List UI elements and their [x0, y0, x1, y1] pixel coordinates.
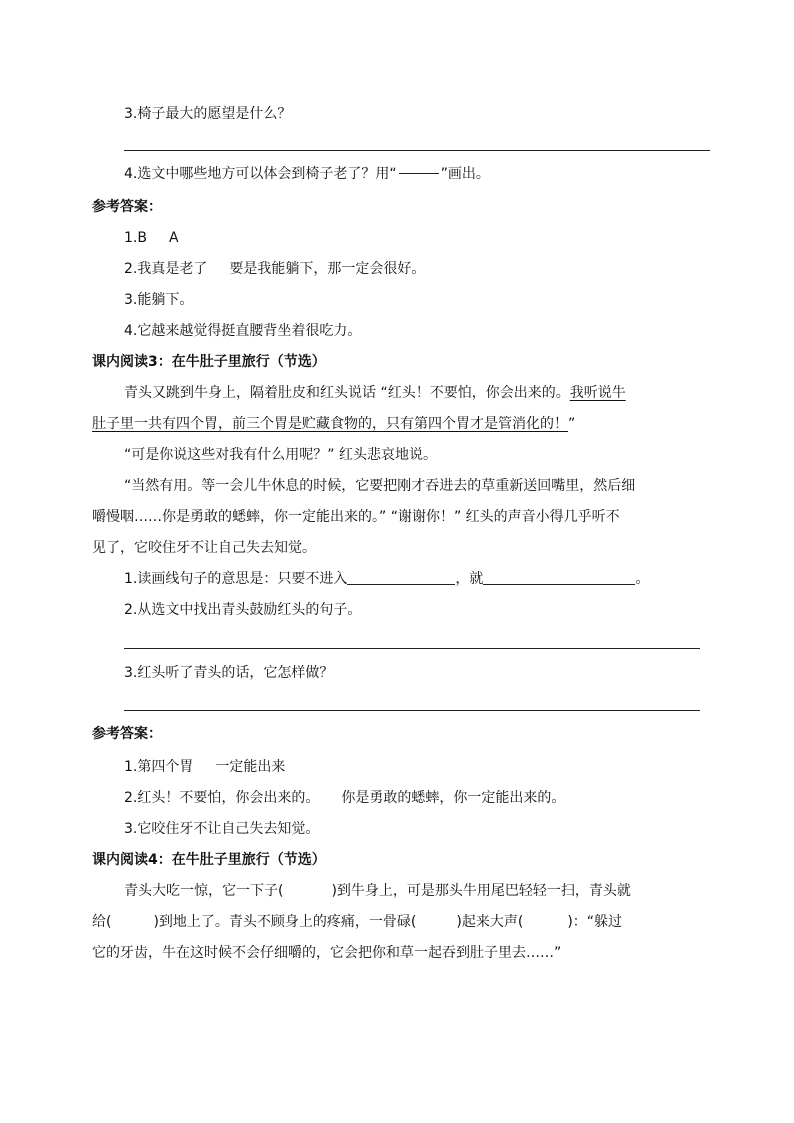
reading-3-paragraph-3-line-2: 嚼慢咽……你是勇敢的蟋蟀，你一定能出来的。” “谢谢你！” 红头的声音小得几乎听不 [92, 509, 620, 525]
reading-4-heading: 课内阅读4：在牛肚子里旅行（节选） [92, 852, 326, 868]
reading-3-paragraph-2: “可是你说这些对我有什么用呢？” 红头悲哀地说。 [124, 447, 437, 463]
fill-blank[interactable] [347, 570, 455, 585]
reading-3-heading: 课内阅读3：在牛肚子里旅行（节选） [92, 354, 326, 370]
reading-3-question-3: 3.红头听了青头的话，它怎样做？ [124, 665, 334, 681]
answer-2 [124, 788, 565, 808]
answer-2-part2: 要是我能躺下，那一定会很好。 [229, 261, 426, 277]
question-text: 。 [635, 571, 650, 587]
passage-text: )到地上了。青头不顾身上的疼痛，一骨碌( [153, 914, 417, 930]
answer-1 [124, 757, 285, 777]
question-4-suffix: ”画出。 [440, 166, 490, 182]
answer-3: 3.能躺下。 [124, 292, 194, 308]
reading-3-paragraph-3-line-1: “当然有用。等一会儿牛休息的时候，它要把刚才吞进去的草重新送回嘴里，然后细 [124, 478, 636, 494]
question-text: 1.读画线句子的意思是：只要不进入 [124, 571, 348, 587]
passage-text: )起来大声( [456, 914, 524, 930]
underline-mark [399, 173, 439, 174]
reading-3-paragraph-1-line-1 [124, 383, 626, 403]
answer-1-part1: 1.第四个胃 [124, 759, 194, 775]
answer-4: 4.它越来越觉得挺直腰背坐着很吃力。 [124, 323, 362, 339]
answer-line[interactable] [124, 710, 700, 711]
reading-3-paragraph-3-line-3: 见了，它咬住牙不让自己失去知觉。 [92, 540, 316, 556]
passage-text: 给( [92, 914, 112, 930]
question-3: 3.椅子最大的愿望是什么？ [124, 106, 292, 122]
passage-text: 青头大吃一惊，它一下子( [124, 883, 284, 899]
question-text: ，就 [455, 571, 484, 587]
answer-1 [124, 228, 179, 248]
passage-text: )到牛身上，可是那头牛用尾巴轻轻一扫，青头就 [331, 883, 631, 899]
answer-3: 3.它咬住牙不让自己失去知觉。 [124, 821, 320, 837]
question-4-prefix: 4.选文中哪些地方可以体会到椅子老了？用“ [124, 166, 397, 182]
reading-3-paragraph-1-line-2 [92, 414, 575, 434]
fill-blank[interactable] [483, 570, 635, 585]
answer-1-part2: 一定能出来 [215, 759, 286, 775]
passage-text: )：“躲过 [567, 914, 623, 930]
answer-1-value: A [168, 230, 179, 246]
answer-1-label: 1.B [124, 230, 147, 246]
question-4 [124, 164, 490, 184]
reading-4-line-3: 它的牙齿，牛在这时候不会仔细嚼的，它会把你和草一起吞到肚子里去……” [92, 945, 562, 961]
answer-line[interactable] [124, 648, 700, 649]
answers-heading: 参考答案： [92, 199, 162, 215]
reading-4-line-2 [92, 912, 622, 932]
reading-4-line-1 [124, 881, 631, 901]
underlined-sentence: 肚子里一共有四个胃，前三个胃是贮藏食物的，只有第四个胃才是管消化的！ [92, 416, 568, 432]
answers-heading: 参考答案： [92, 726, 162, 742]
reading-3-question-2: 2.从选文中找出青头鼓励红头的句子。 [124, 602, 362, 618]
answer-2-part1: 2.红头！不要怕，你会出来的。 [124, 790, 320, 806]
answer-line [124, 150, 710, 151]
passage-text: 青头又跳到牛身上，隔着肚皮和红头说话 “红头！不要怕，你会出来的。 [124, 385, 570, 401]
reading-3-question-1 [124, 569, 649, 589]
passage-text: ” [568, 416, 576, 432]
answer-2 [124, 259, 425, 279]
answer-2-part2: 你是勇敢的蟋蟀，你一定能出来的。 [341, 790, 566, 806]
answer-2-part1: 2.我真是老了 [124, 261, 208, 277]
underlined-sentence: 我听说牛 [569, 385, 626, 401]
